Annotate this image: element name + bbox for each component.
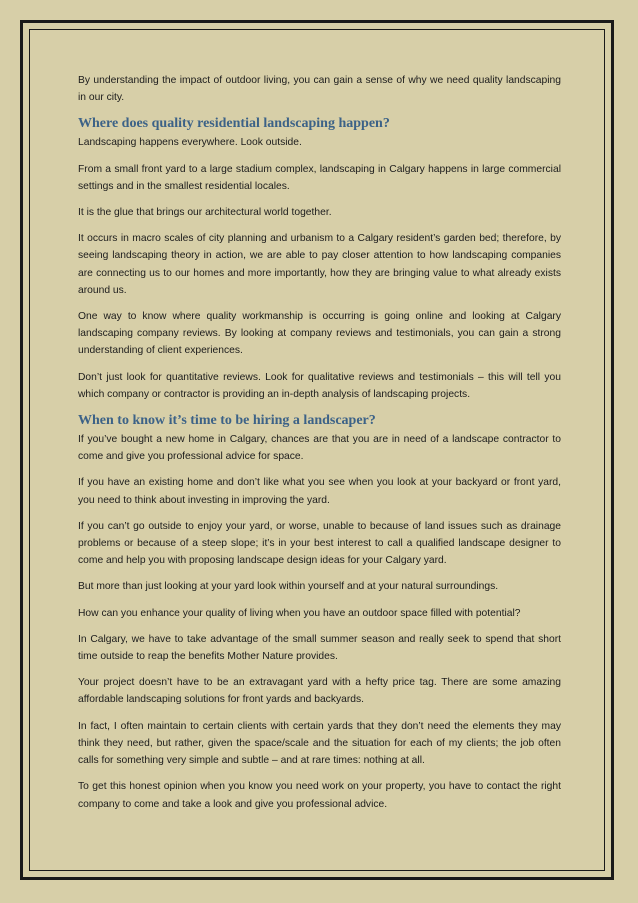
paragraph: In fact, I often maintain to certain clients with certain yards that they don’t need the elements they may think they need, but rather, given the space/scale and the situation for each of my clients; the job often calls for something very simple and subtle – and at rare times: nothing at all. (78, 720, 561, 767)
paragraph: How can you enhance your quality of living when you have an outdoor space filled with potential? (78, 607, 521, 619)
paragraph: Landscaping happens everywhere. Look outside. (78, 137, 302, 149)
paragraph: But more than just looking at your yard look within yourself and at your natural surroundings. (78, 581, 499, 593)
paragraph: It occurs in macro scales of city planning and urbanism to a Calgary resident’s garden bed; therefore, by seeing landscaping theory in action, we are able to pay closer attention to how landscaping companies are connecting us to our homes and more importantly, how they are bringing value to what already exists around us. (78, 233, 561, 296)
paragraph: If you can’t go outside to enjoy your yard, or worse, unable to because of land issues such as drainage problems or because of a steep slope; it’s in your best interest to call a qualified landscape designer to come and help you with proposing landscape design ideas for your Calgary yard. (78, 520, 561, 567)
intro-paragraph: By understanding the impact of outdoor living, you can gain a sense of why we need quality landscaping in our city. (78, 75, 561, 104)
paragraph: If you have an existing home and don’t like what you see when you look at your backyard or front yard, you need to think about investing in improving the yard. (78, 477, 561, 506)
section-heading: Where does quality residential landscaping happen? (78, 116, 390, 132)
paragraph: To get this honest opinion when you know you need work on your property, you have to contact the right company to come and take a look and give you professional advice. (78, 781, 561, 810)
section-heading: When to know it’s time to be hiring a landscaper? (78, 413, 376, 429)
document-body (78, 72, 561, 822)
paragraph: If you’ve bought a new home in Calgary, chances are that you are in need of a landscape contractor to come and give you professional advice for space. (78, 434, 561, 463)
paragraph: Your project doesn’t have to be an extravagant yard with a hefty price tag. There are some amazing affordable landscaping solutions for front yards and backyards. (78, 677, 561, 706)
paragraph: One way to know where quality workmanship is occurring is going online and looking at Calgary landscaping company reviews. By looking at company reviews and testimonials, you can gain a strong understanding of client experiences. (78, 311, 561, 357)
paragraph: From a small front yard to a large stadium complex, landscaping in Calgary happens in large commercial settings and in the smallest residential locales. (78, 163, 561, 192)
paragraph: Don’t just look for quantitative reviews. Look for qualitative reviews and testimonials – this will tell you which company or contractor is providing an in-depth analysis of landscaping projects. (78, 371, 561, 400)
paragraph: In Calgary, we have to take advantage of the small summer season and really seek to spend that short time outside to reap the benefits Mother Nature provides. (78, 633, 561, 663)
paragraph: It is the glue that brings our architectural world together. (78, 207, 332, 219)
